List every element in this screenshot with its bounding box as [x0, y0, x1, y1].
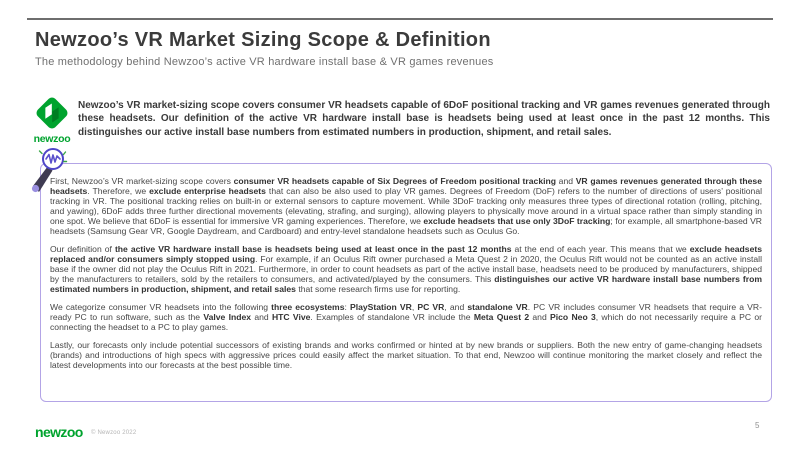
scope-paragraph-1: First, Newzoo’s VR market-sizing scope covers consumer VR headsets capable of Six Degrees of Freedom positional tracking and VR games revenues generated through these headsets. Therefore, we exclude enterprise headsets that can also be also used to play VR games. Degrees of Freedom (DoF) refers to the number of directions of users’ positional tracking in VR. The positional tracking relies on built-in or external sensors to capture movement. While 3DoF tracking only measures three types of directional rotation (rolling, pitching, and yawing), 6DoF adds three further directional movements (elevating, strafing, and surging), allowing players to physically move around in a virtual space rather than simply standing in one spot. We believe that 6DoF is essential for immersive VR gaming experiences. Therefore, we exclude headsets that use only 3DoF tracking; for example, all smartphone-based VR headsets (Samsung Gear VR, Google Daydream, and Cardboard) and entry-level standalone headsets such as Oculus Go.	[50, 176, 763, 236]
newzoo-diamond-icon	[33, 94, 71, 132]
newzoo-logo	[30, 94, 74, 145]
scope-paragraph-3: We categorize consumer VR headsets into the following three ecosystems: PlayStation VR, PC VR, and standalone VR. PC VR includes consumer VR headsets that require a VR-ready PC to run software, such as the Valve Index and HTC Vive. Examples of standalone VR include the Meta Quest 2 and Pico Neo 3, which do not necessarily require a PC or connecting the headset to a PC to play games.	[50, 302, 762, 332]
intro-summary: Newzoo’s VR market-sizing scope covers consumer VR headsets capable of 6DoF positional tracking and VR games revenues generated through these headsets. Our definition of the active VR hardware install base is headsets being used at least once in the past 12 months. This distinguishes our active install base numbers from estimated numbers in production, shipment, and retail sales.	[78, 100, 770, 138]
page-title: Newzoo’s VR Market Sizing Scope & Definition	[35, 29, 491, 51]
scope-definition-box	[40, 163, 772, 402]
top-rule	[27, 18, 773, 20]
scope-paragraph-2: Our definition of the active VR hardware install base is headsets being used at least once in the past 12 months at the end of each year. This means that we exclude headsets replaced and/or consumers simply stopped using. For example, if an Oculus Rift owner purchased a Meta Quest 2 in 2020, the Oculus Rift would not be counted as an active install base if the owner did not play the Oculus Rift in 2021. Furthermore, in order to count headsets as part of the active install base, headsets need to be produced by manufacturers, shipped by the manufacturers to retailers, sold by the retailers to consumers, and activated/played by the consumers. This distinguishes our active VR hardware install base numbers from estimated numbers in production, shipment, and retail sales that some research firms use for reporting.	[50, 244, 762, 294]
copyright-text: © Newzoo 2022	[91, 430, 137, 436]
page-number: 5	[755, 421, 760, 430]
newzoo-logo-text: newzoo	[33, 133, 71, 145]
magic-wand-icon	[26, 146, 78, 198]
footer-newzoo-wordmark: newzoo	[35, 424, 83, 440]
scope-paragraph-4: Lastly, our forecasts only include potential successors of existing brands and works confirmed or hinted at by new brands or suppliers. Both the new entry of game-changing headsets (brands) and introductions of high specs with aggressive prices could easily affect the market situation. To that end, Newzoo will continue monitoring the market closely and reflect the latest developments into our forecasts at the best possible time.	[50, 340, 762, 370]
page-subtitle: The methodology behind Newzoo’s active VR hardware install base & VR games revenues	[35, 56, 494, 68]
